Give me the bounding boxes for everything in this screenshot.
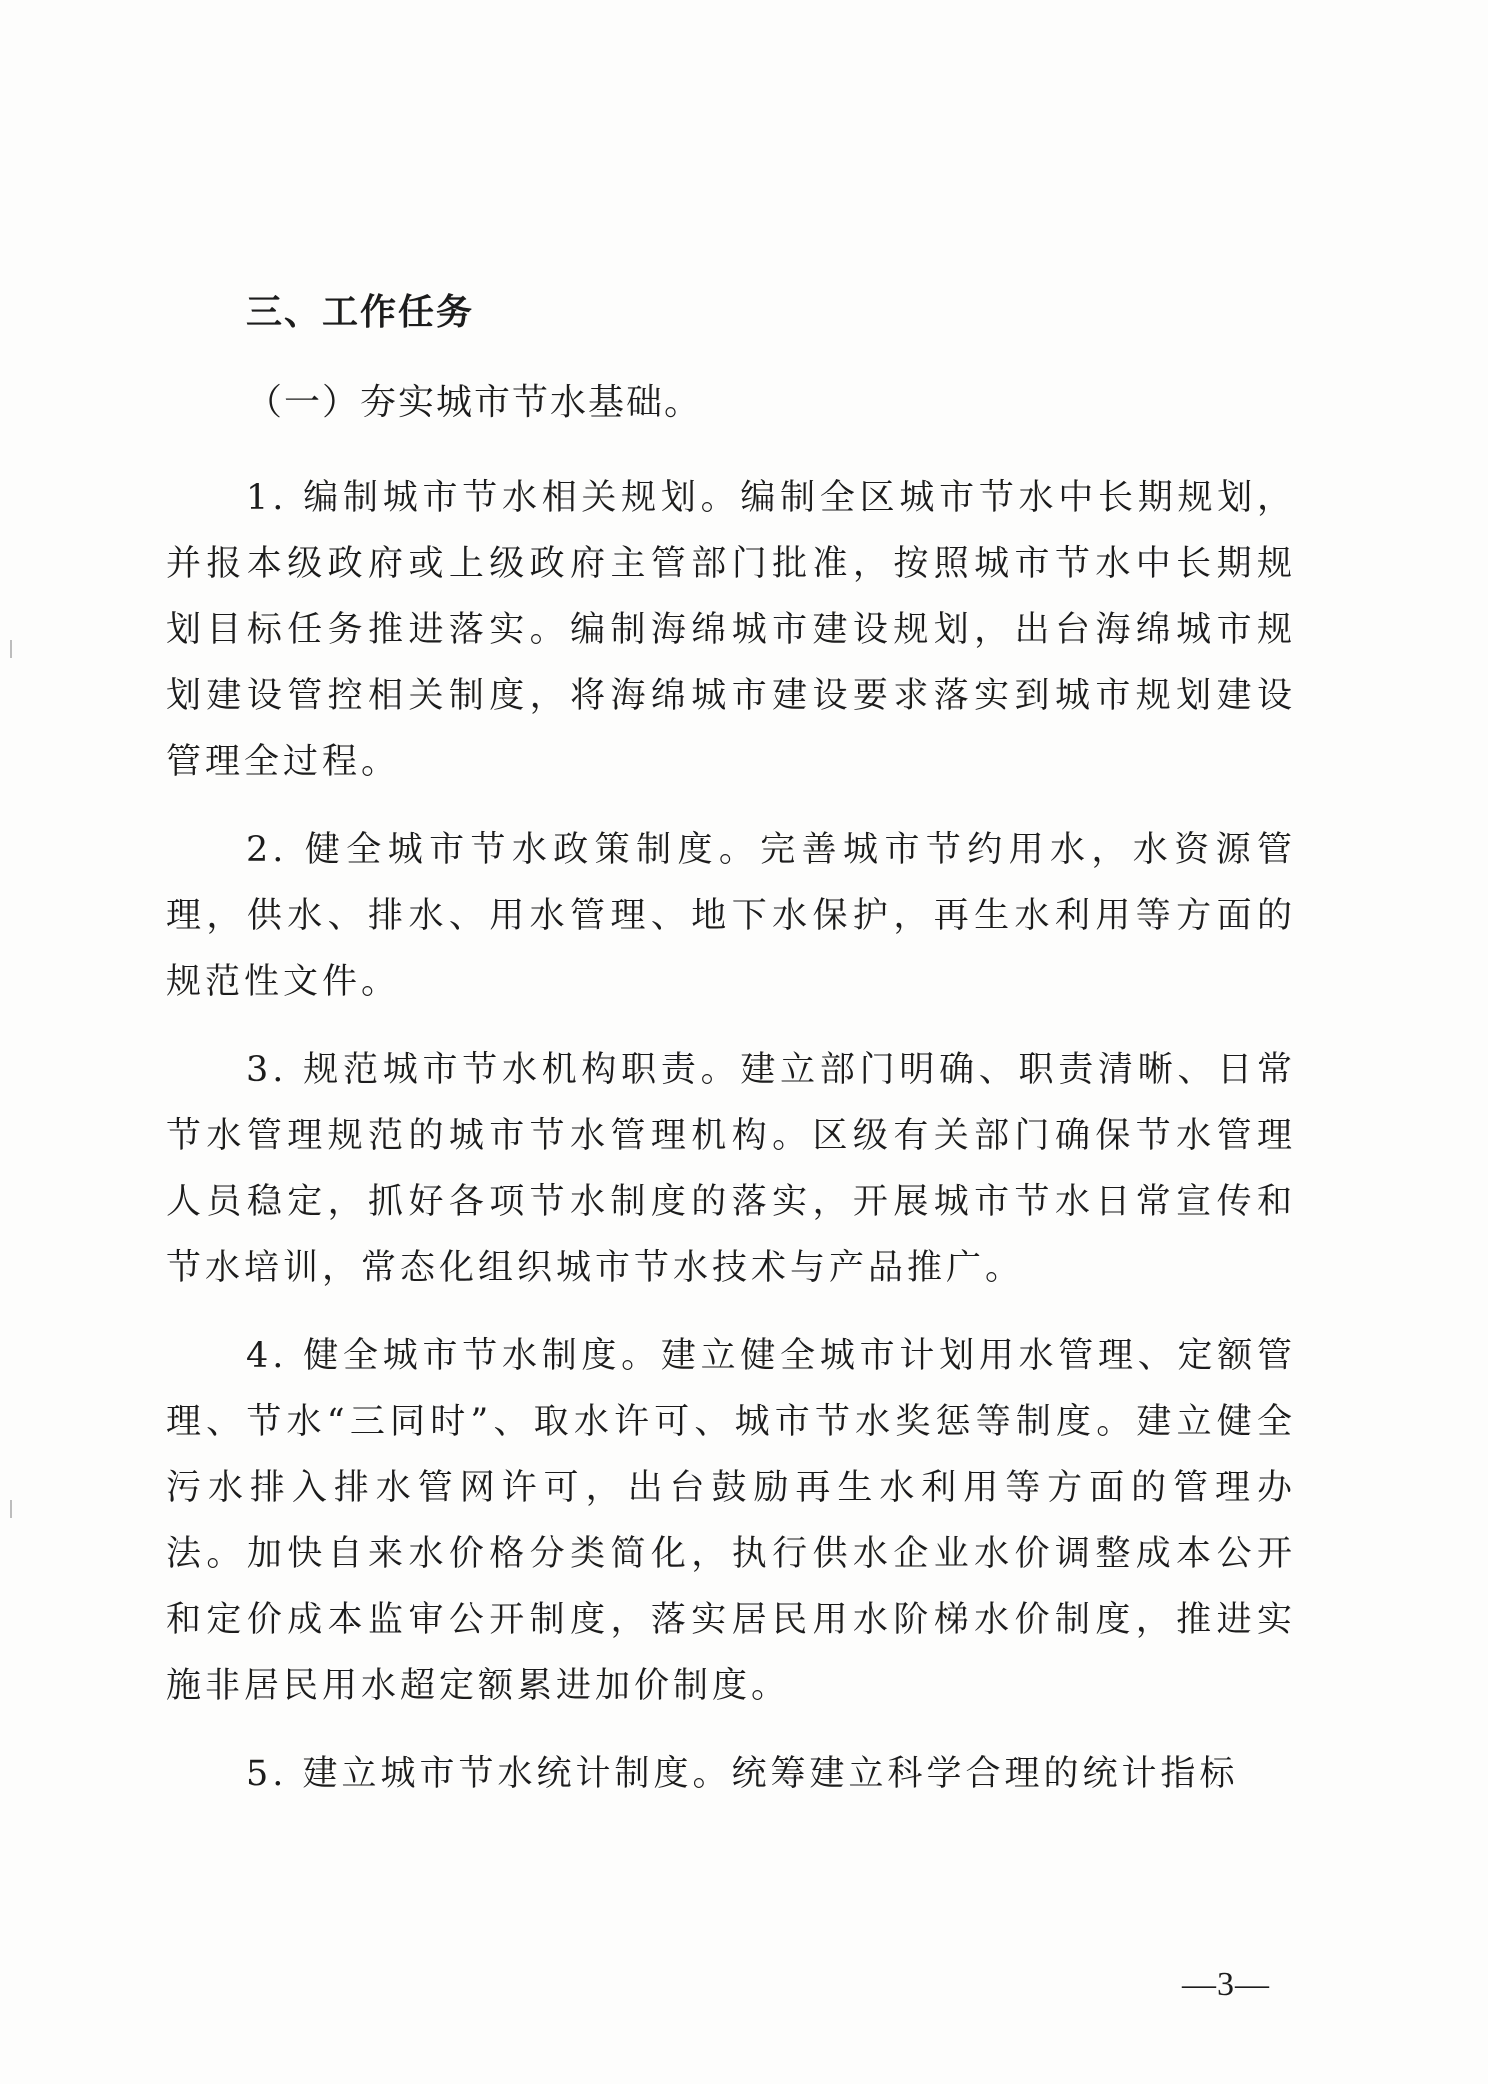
- subsection-heading: （一）夯实城市节水基础。: [246, 382, 703, 423]
- paragraph-1: 1. 编制城市节水相关规划。编制全区城市节水中长期规划，并报本级政府或上级政府主管部门批准，按照城市节水中长期规划目标任务推进落实。编制海绵城市建设规划，出台海绵城市规划建设管控相关制度，将海绵城市建设要求落实到城市规划建设管理全过程。: [166, 478, 1296, 782]
- paragraph-4: 4. 健全城市节水制度。建立健全城市计划用水管理、定额管理、节水“三同时”、取水许可、城市节水奖惩等制度。建立健全污水排入排水管网许可，出台鼓励再生水利用等方面的管理办法。加快自来水价格分类简化，执行供水企业水价调整成本公开和定价成本监审公开制度，落实居民用水阶梯水价制度，推进实施非居民用水超定额累进加价制度。: [166, 1336, 1296, 1706]
- paragraph-3: 3. 规范城市节水机构职责。建立部门明确、职责清晰、日常节水管理规范的城市节水管理机构。区级有关部门确保节水管理人员稳定，抓好各项节水制度的落实，开展城市节水日常宣传和节水培训，常态化组织城市节水技术与产品推广。: [166, 1050, 1296, 1288]
- scan-margin-mark: [10, 1500, 12, 1518]
- scan-margin-mark: [10, 640, 12, 658]
- paragraph-2: 2. 健全城市节水政策制度。完善城市节约用水，水资源管理，供水、排水、用水管理、地下水保护，再生水利用等方面的规范性文件。: [166, 830, 1296, 1002]
- paragraph-5: 5. 建立城市节水统计制度。统筹建立科学合理的统计指标: [246, 1754, 1239, 1794]
- page-number: —3—: [1182, 1966, 1270, 2003]
- section-heading: 三、工作任务: [246, 292, 475, 333]
- document-body: [166, 283, 1296, 1829]
